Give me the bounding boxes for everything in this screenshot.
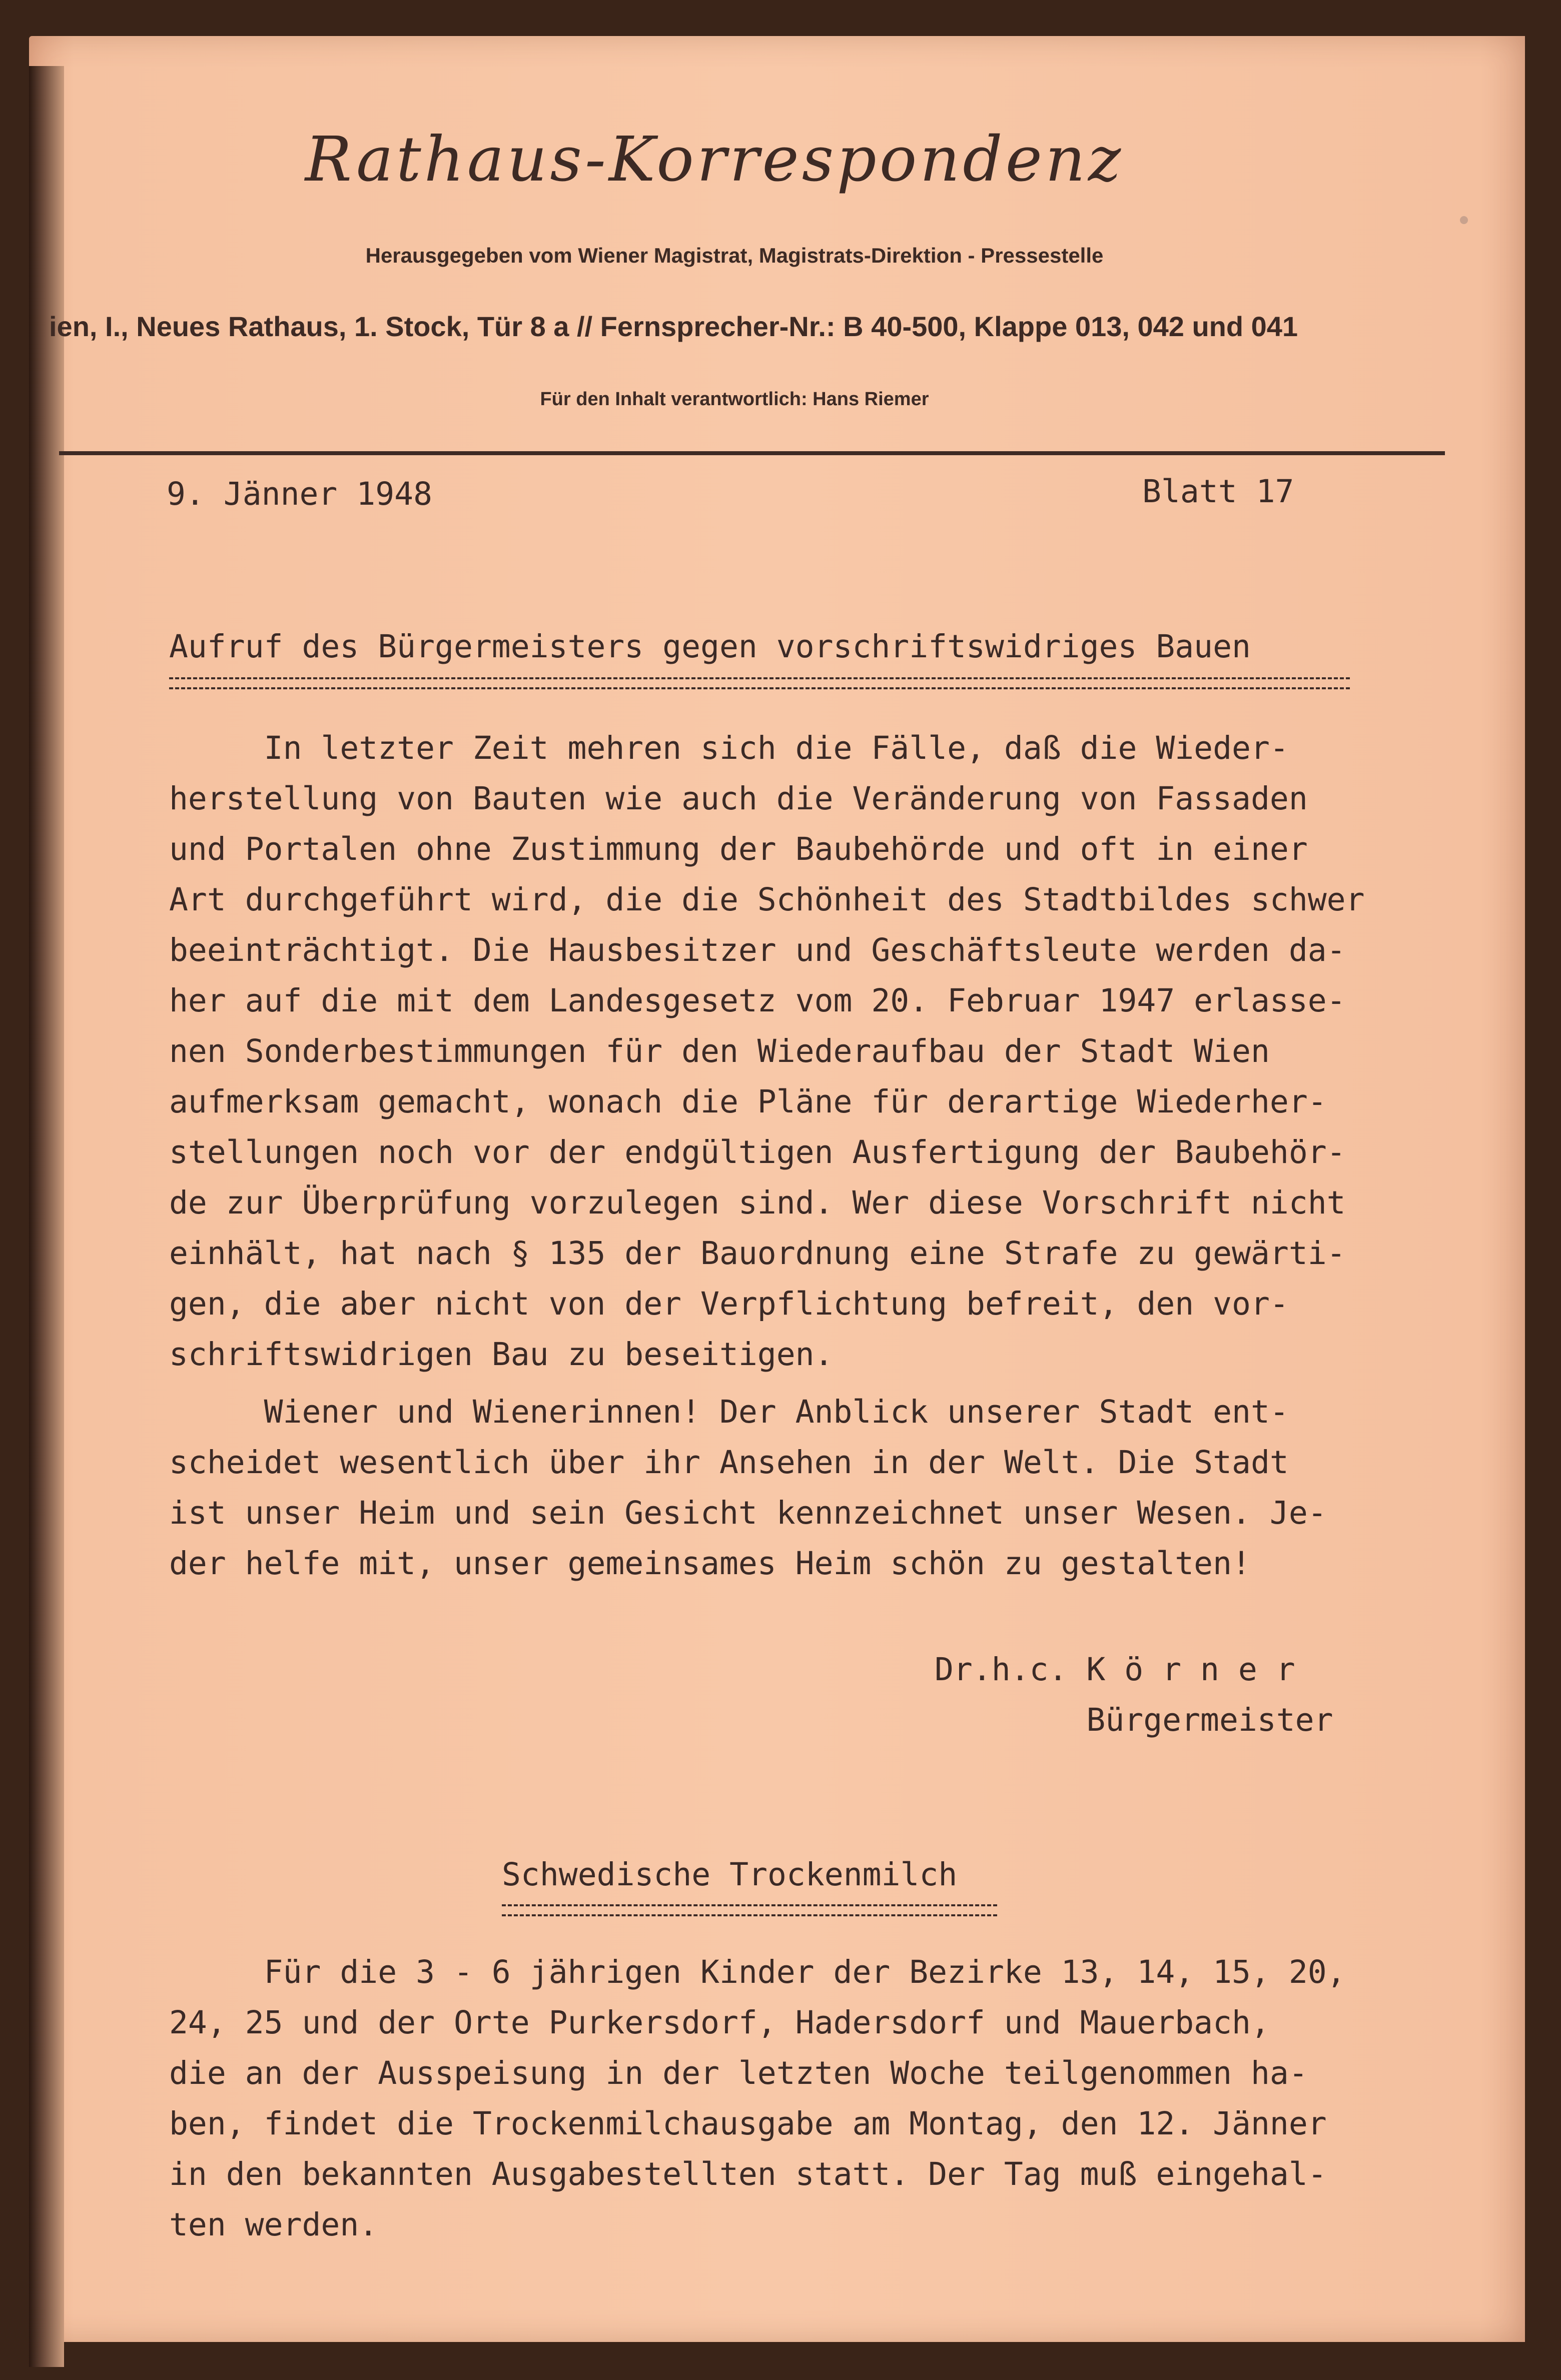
article1-paragraph1: In letzter Zeit mehren sich die Fälle, daß die Wieder- herstellung von Bauten wie auch die Veränderung von Fassaden und Portalen ohne Zustimmung der Baubehörde und oft in einer Art durchgeführt wird, die die Schönheit des Stadtbildes schwer beeinträchtigt. Die Hausbesitzer und Geschäftsleute werden da- her auf die mit dem Landesgesetz vom 20. Februar 1947 erlasse- nen Sonderbestimmungen für den Wiederaufbau der Stadt Wien aufmerksam gemacht, wonach die Pläne für derartige Wiederher- stellungen noch vor der endgültigen Ausfertigung der Baubehör- de zur Überprüfung vorzulegen sind. Wer diese Vorschrift nicht einhält, hat nach § 135 der Bauordnung eine Strafe zu gewärti- gen, die aber nicht von der Verpflichtung befreit, den vor- schriftswidrigen Bau zu beseitigen. [169, 730, 1365, 1373]
article1-paragraph2: Wiener und Wienerinnen! Der Anblick unserer Stadt ent- scheidet wesentlich über ihr Ansehen in der Welt. Die Stadt ist unser Heim und sein Gesicht kennzeichnet unser Wesen. Je- der helfe mit, unser gemeinsames Heim schön zu gestalten! [169, 1394, 1327, 1582]
article1-heading: Aufruf des Bürgermeisters gegen vorschriftswidriges Bauen [169, 628, 1251, 665]
header-rule [59, 451, 1445, 455]
sheet-number: Blatt 17 [1142, 473, 1294, 510]
masthead-responsible: Für den Inhalt verantwortlich: Hans Riemer [540, 389, 929, 410]
article2-heading-underline [502, 1904, 997, 1916]
paper-mark [1460, 216, 1468, 224]
article2-paragraph: Für die 3 - 6 jährigen Kinder der Bezirke 13, 14, 15, 20, 24, 25 und der Orte Purkersdorf, Hadersdorf und Mauerbach, die an der Ausspeisung in der letzten Woche teilgenommen ha- ben, findet die Trockenmilchausgabe am Montag, den 12. Jänner in den bekannten Ausgabestellten statt. Der Tag muß eingehal- ten werden. [169, 1954, 1346, 2243]
article2-heading: Schwedische Trockenmilch [502, 1856, 958, 1893]
article1-heading-underline [169, 677, 1350, 689]
document-page [29, 36, 1525, 2342]
masthead-address: ien, I., Neues Rathaus, 1. Stock, Tür 8 a // Fernsprecher-Nr.: B 40-500, Klappe 013, 042 und 041 [49, 311, 1298, 342]
masthead-subtitle: Herausgegeben vom Wiener Magistrat, Magistrats-Direktion - Pressestelle [365, 244, 1104, 267]
background-strip [0, 2341, 1561, 2380]
masthead-title: Rathaus-Korrespondenz [305, 124, 1124, 196]
document-date: 9. Jänner 1948 [167, 476, 433, 512]
page-binding [29, 66, 64, 2367]
signature-block: Dr.h.c. K ö r n e r Bürgermeister [935, 1651, 1333, 1738]
